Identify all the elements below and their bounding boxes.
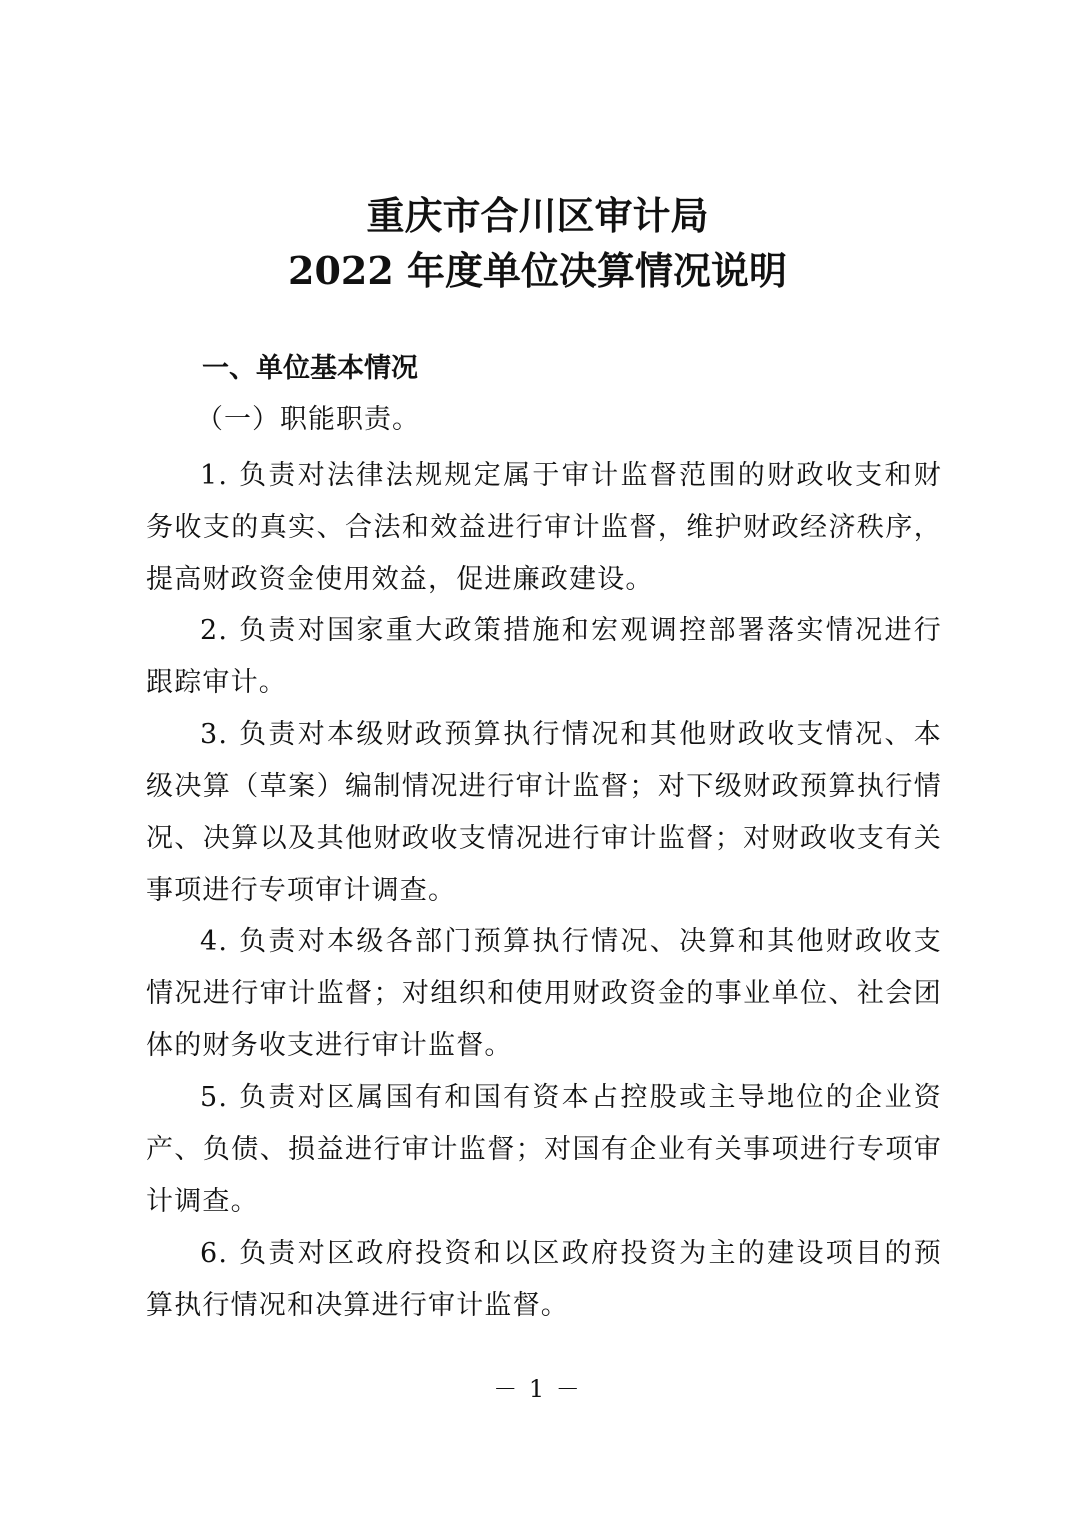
paragraph-4: 4. 负责对本级各部门预算执行情况、决算和其他财政收支情况进行审计监督；对组织和使用财政资金的事业单位、社会团体的财务收支进行审计监督。 [146,926,942,1061]
paragraph-2: 2. 负责对国家重大政策措施和宏观调控部署落实情况进行跟踪审计。 [146,615,942,698]
page-number: － 1 － [493,1375,582,1403]
paragraph-3: 3. 负责对本级财政预算执行情况和其他财政收支情况、本级决算（草案）编制情况进行审计监督；对下级财政预算执行情况、决算以及其他财政收支情况进行审计监督；对财政收支有关事项进行专项审计调查。 [146,719,942,906]
document-title-line-2: 2022 年度单位决算情况说明 [288,248,787,293]
paragraph-6: 6. 负责对区政府投资和以区政府投资为主的建设项目的预算执行情况和决算进行审计监督。 [146,1238,942,1321]
section-heading: 一、单位基本情况 [202,353,418,384]
paragraph-1: 1. 负责对法律法规规定属于审计监督范围的财政收支和财务收支的真实、合法和效益进行审计监督，维护财政经济秩序，提高财政资金使用效益，促进廉政建设。 [146,460,942,595]
subsection-heading: （一）职能职责。 [196,404,420,435]
document-title-line-1: 重庆市合川区审计局 [366,193,709,238]
paragraph-5: 5. 负责对区属国有和国有资本占控股或主导地位的企业资产、负债、损益进行审计监督；对国有企业有关事项进行专项审计调查。 [146,1082,942,1217]
